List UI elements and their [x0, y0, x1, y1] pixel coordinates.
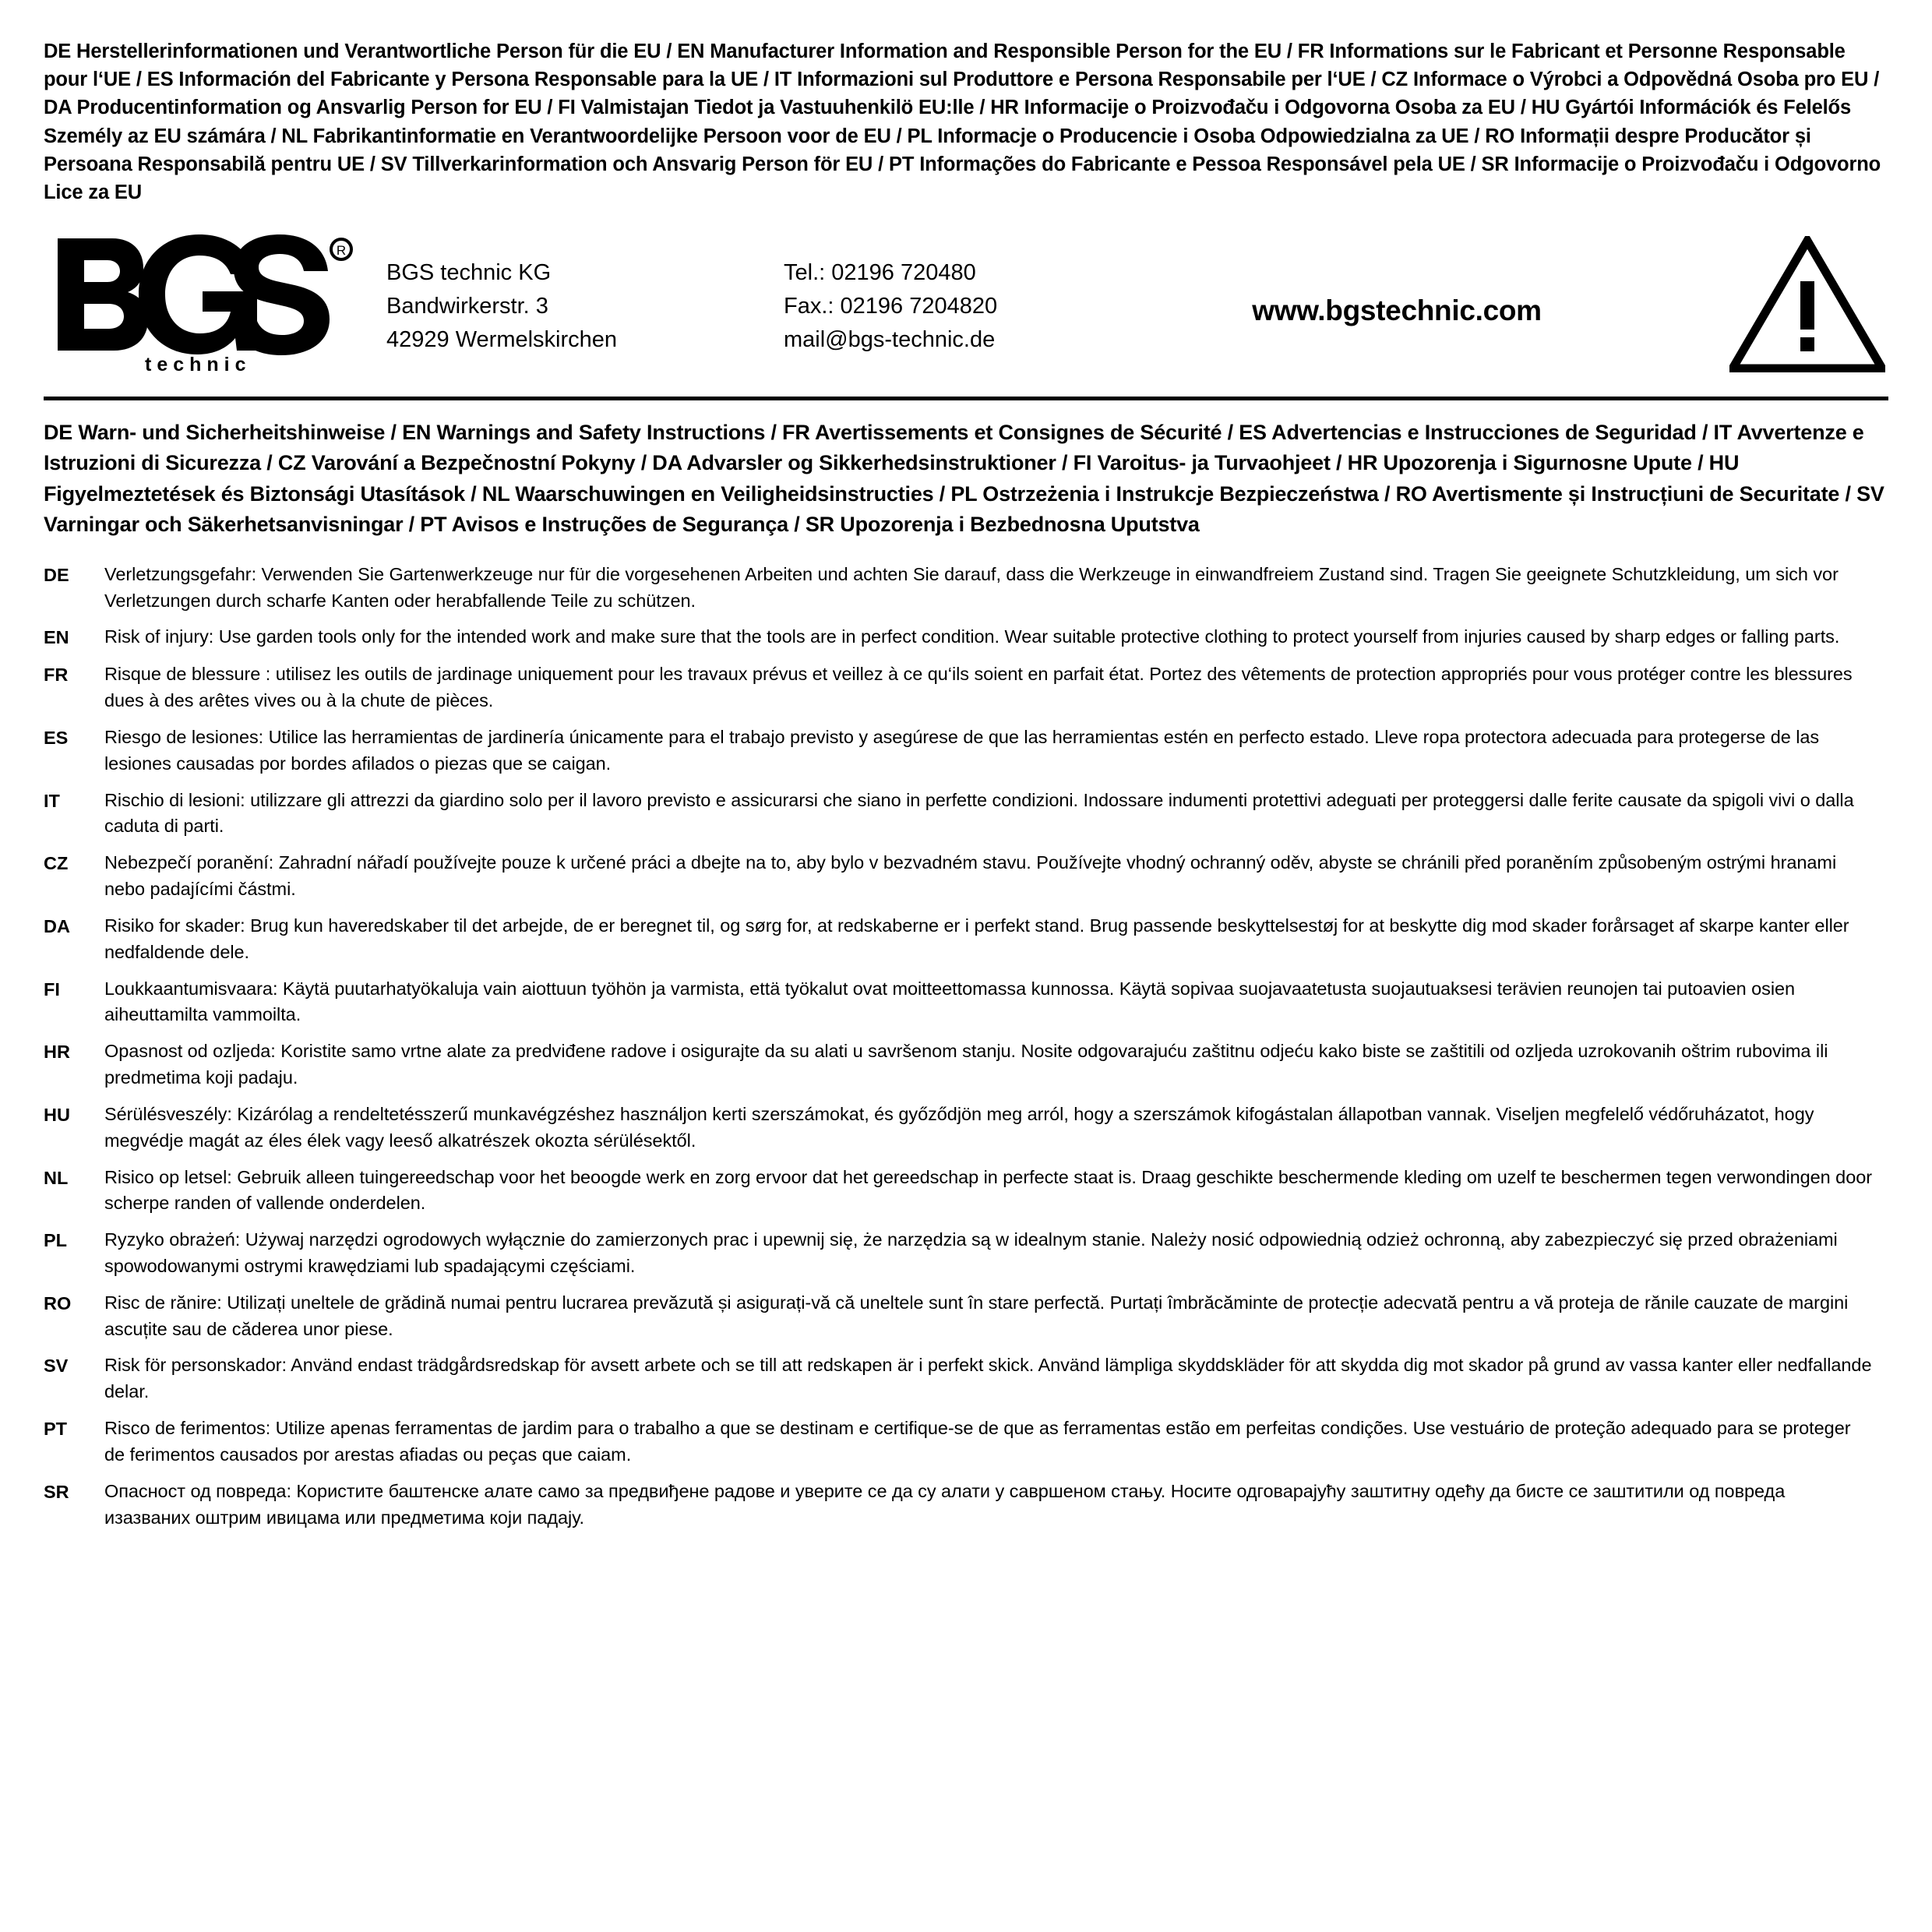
language-code: SV [44, 1356, 69, 1377]
language-code: EN [44, 627, 69, 648]
svg-text:technic: technic [145, 354, 252, 375]
svg-text:R: R [336, 243, 347, 259]
language-text: Nebezpečí poranění: Zahradní nářadí používejte pouze k určené práci a dbejte na to, aby bylo v bezvadném stavu. Používejte vhodný ochranný oděv, abyste se chránili před poraněním způsobeným ostrými hranami nebo padajícími částmi. [104, 852, 1837, 900]
company-website: www.bgstechnic.com [1252, 294, 1542, 327]
language-code: NL [44, 1167, 69, 1188]
safety-instructions-list [44, 562, 1888, 1532]
language-code: DA [44, 915, 70, 936]
language-code: PT [44, 1419, 68, 1440]
company-tel: Tel.: 02196 720480 [784, 259, 976, 285]
language-text: Risc de rănire: Utilizați uneltele de grădină numai pentru lucrarea prevăzută și asigurați-vă că uneltele sunt în stare perfectă. Purtați îmbrăcăminte de protecție adecvată pentru a vă proteja de rănile cauzate de margini ascuțite sau de căderea unor piese. [104, 1292, 1849, 1339]
language-text: Rischio di lesioni: utilizzare gli attrezzi da giardino solo per il lavoro previsto e assicurarsi che siano in perfette condizioni. Indossare indumenti protettivi adeguati per proteggersi dalle ferite causate da spigoli vivi o dalla caduta di parti. [104, 789, 1854, 837]
company-email: mail@bgs-technic.de [784, 326, 996, 352]
language-text: Risiko for skader: Brug kun haveredskaber til det arbejde, de er beregnet til, og sørg for, at redskaberne er i perfekt stand. Brug passende beskyttelsestøj for at beskytte dig mod skader forårsaget af skarpe kanter eller nedfaldende dele. [104, 915, 1849, 962]
language-text: Ryzyko obrażeń: Używaj narzędzi ogrodowych wyłącznie do zamierzonych prac i upewnij się, że narzędzia są w idealnym stanie. Należy nosić odpowiednią odzież ochronną, aby zabezpieczyć się przed obrażeniami spowodowanymi ostrymi krawędziami lub spadającymi częściami. [104, 1229, 1838, 1276]
language-text: Risico op letsel: Gebruik alleen tuingereedschap voor het beoogde werk en zorg ervoor dat het gereedschap in perfecte staat is. Draag geschikte beschermende kleding om uzelf te beschermen tegen verwondingen door scherpe randen of vallende onderdelen. [104, 1166, 1873, 1214]
safety-instructions-heading: DE Warn- und Sicherheitshinweise / EN Warnings and Safety Instructions / FR Avertissements et Consignes de Sécurité / ES Advertencias e Instrucciones de Seguridad / IT Avvertenze e Istruzioni di Sicurezza / CZ Varování a Bezpečnostní Pokyny / DA Advarsler og Sikkerhedsinstruktioner / FI Varoitus- ja Turvaohjeet / HR Upozorenja i Sigurnosne Upute / HU Figyelmeztetések és Biztonsági Utasítások / NL Waarschuwingen en Veiligheidsinstructies / PL Ostrzeżenia i Instrukcje Bezpieczeństwa / RO Avertismente și Instrucțiuni de Securitate / SV Varningar och Säkerhetsanvisningar / PT Avisos e Instruções de Segurança / SR Upozorenja i Bezbednosna Uputstva [44, 421, 1884, 536]
company-fax: Fax.: 02196 7204820 [784, 293, 998, 319]
language-text: Sérülésveszély: Kizárólag a rendeltetésszerű munkavégzéshez használjon kerti szerszámokat, és győződjön meg arról, hogy a szerszámok kifogástalan állapotban vannak. Viseljen megfelelő védőruházatot, hogy megvédje magát az éles élek vagy leeső alkatrészek okozta sérülésektől. [104, 1103, 1814, 1151]
language-text: Opasnost od ozljeda: Koristite samo vrtne alate za predviđene radove i osigurajte da su alati u savršenom stanju. Nosite odgovarajuću zaštitnu odjeću kako biste se zaštitili od ozljeda uzrokovanih oštrim rubovima ili predmetima koji padaju. [104, 1041, 1828, 1088]
list-item [44, 850, 1888, 903]
list-item [44, 1227, 1888, 1280]
language-text: Riesgo de lesiones: Utilice las herramientas de jardinería únicamente para el trabajo previsto y asegúrese de que las herramientas estén en perfecto estado. Lleve ropa protectora adecuada para protegerse de las lesiones causadas por bordes afilados o piezas que se caigan. [104, 726, 1820, 774]
list-item [44, 976, 1888, 1029]
list-item [44, 661, 1888, 714]
language-text: Risk för personskador: Använd endast trädgårdsredskap för avsett arbete och se till att redskapen är i perfekt skick. Använd lämpliga skyddskläder för att skydda dig mot skador på grund av vassa kanter eller nedfallande delar. [104, 1355, 1872, 1402]
language-code: FR [44, 665, 69, 686]
list-item [44, 1165, 1888, 1218]
manufacturer-information-heading: DE Herstellerinformationen und Verantwortliche Person für die EU / EN Manufacturer Information and Responsible Person for the EU / FR Informations sur le Fabricant et Personne Responsable pour l‘UE / ES Información del Fabricante y Persona Responsable para la UE / IT Informazioni sul Produttore e Persona Responsabile per l‘UE / CZ Informace o Výrobci a Odpovědná Osoba pro EU / DA Producentinformation og Ansvarlig Person for EU / FI Valmistajan Tiedot ja Vastuuhenkilö EU:lle / HR Informacije o Proizvođaču i Odgovorna Osoba za EU / HU Gyártói Információk és Felelős Személy az EU számára / NL Fabrikantinformatie en Verantwoordelijke Persoon voor de EU / PL Informacje o Producencie i Osoba Odpowiedzialna za UE / RO Informații despre Producător și Persoana Responsabilă pentru UE / SV Tillverkarinformation och Ansvarig Person för EU / PT Informações do Fabricante e Pessoa Responsável pela UE / SR Informacije o Proizvođaču i Odgovorno Lice za EU [44, 41, 1881, 204]
language-text: Опасност од повреда: Користите баштенске алате само за предвиђене радове и уверите се да су алати у савршеном стању. Носите одговарајућу заштитну одећу да бисте се заштитили од повреда изазваних оштрим ивицама или предметима који падају. [104, 1480, 1786, 1528]
bgs-logo [44, 234, 386, 374]
language-code: ES [44, 727, 69, 748]
list-item [44, 724, 1888, 777]
list-item [44, 624, 1888, 651]
list-item [44, 1102, 1888, 1155]
list-item [44, 1479, 1888, 1532]
language-code: RO [44, 1292, 72, 1313]
list-item [44, 1038, 1888, 1091]
company-address [386, 252, 784, 357]
list-item [44, 1290, 1888, 1343]
language-code: FI [44, 978, 60, 999]
language-text: Risque de blessure : utilisez les outils de jardinage uniquement pour les travaux prévus et veillez à ce qu‘ils soient en parfait état. Portez des vêtements de protection appropriés pour vous protéger contre les blessures dues à des arêtes vives ou à la chute de pièces. [104, 664, 1853, 711]
list-item [44, 1352, 1888, 1405]
company-city: 42929 Wermelskirchen [386, 326, 618, 352]
list-item [44, 913, 1888, 966]
warning-triangle-icon [1675, 236, 1888, 372]
language-code: DE [44, 564, 69, 585]
language-text: Verletzungsgefahr: Verwenden Sie Gartenwerkzeuge nur für die vorgesehenen Arbeiten und achten Sie darauf, dass die Werkzeuge in einwandfreiem Zustand sind. Tragen Sie geeignete Schutzkleidung, um sich vor Verletzungen durch scharfe Kanten oder herabfallende Teile zu schützen. [104, 563, 1839, 611]
language-code: PL [44, 1230, 68, 1251]
language-text: Risco de ferimentos: Utilize apenas ferramentas de jardim para o trabalho a que se destinam e certifique-se de que as ferramentas estão em perfeitas condições. Use vestuário de proteção adequado para se proteger de ferimentos causados por arestas afiadas ou peças que caiam. [104, 1418, 1851, 1465]
list-item [44, 562, 1888, 615]
language-code: CZ [44, 853, 69, 874]
company-info-band [44, 217, 1888, 400]
company-contact [784, 252, 1119, 357]
company-street: Bandwirkerstr. 3 [386, 293, 548, 319]
language-code: HR [44, 1042, 70, 1063]
language-code: SR [44, 1481, 69, 1502]
language-code: HU [44, 1104, 70, 1125]
company-name: BGS technic KG [386, 259, 552, 285]
language-text: Loukkaantumisvaara: Käytä puutarhatyökaluja vain aiottuun työhön ja varmista, että työkalut ovat moitteettomassa kunnossa. Käytä sopivaa suojavaatetusta suojautuaksesi terävien reunojen tai putoavien osien aiheuttamilta vammoilta. [104, 978, 1796, 1025]
language-text: Risk of injury: Use garden tools only for the intended work and make sure that the tools are in perfect condition. Wear suitable protective clothing to protect yourself from injuries caused by sharp edges or falling parts. [104, 626, 1840, 647]
language-code: IT [44, 790, 60, 811]
list-item [44, 1416, 1888, 1468]
list-item [44, 788, 1888, 841]
